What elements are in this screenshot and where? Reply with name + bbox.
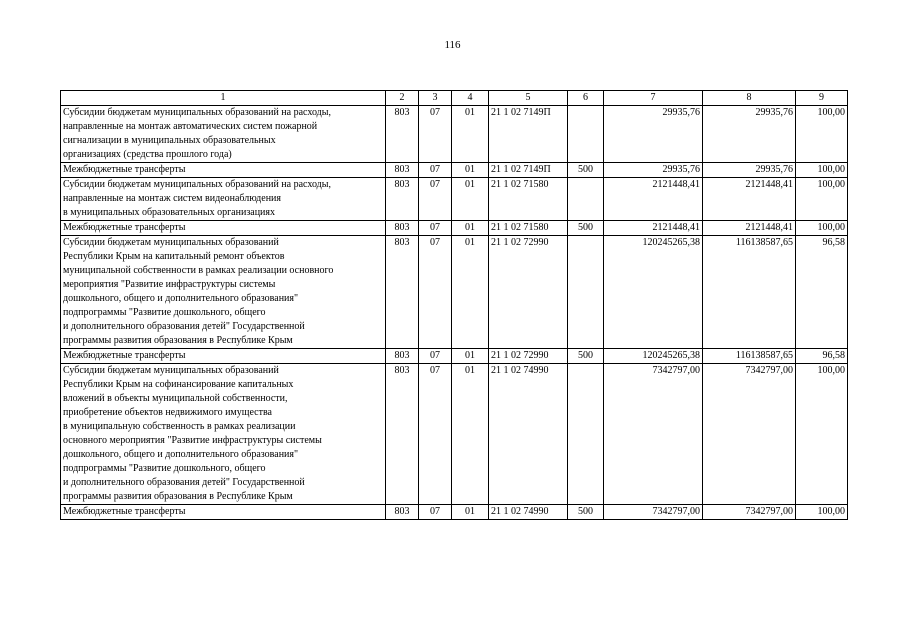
name-line: подпрограммы "Развитие дошкольного, общего [63,463,266,474]
name-line: муниципальной собственности в рамках реализации основного [63,265,334,276]
name-line: Субсидии бюджетам муниципальных образований [63,365,279,376]
name-line: Республики Крым на софинансирование капитальных [63,379,294,390]
execution-percent-cell: 100,00 [796,505,848,520]
ministry-code-cell: 803 [386,505,419,520]
name-line: подпрограммы "Развитие дошкольного, общего [63,307,266,318]
execution-percent-cell: 100,00 [796,178,848,221]
planned-amount-cell: 7342797,00 [604,505,703,520]
expense-type-cell: 500 [568,163,604,178]
executed-amount-cell: 2121448,41 [703,178,796,221]
executed-amount-cell: 29935,76 [703,106,796,163]
name-line: организациях (средства прошлого года) [63,149,232,160]
row-name-cell [61,221,386,236]
header-cell-2: 2 [386,91,419,106]
ministry-code-cell: 803 [386,236,419,349]
name-line: Межбюджетные трансферты [63,222,186,233]
planned-amount-cell: 29935,76 [604,106,703,163]
subsection-cell: 01 [452,364,489,505]
expense-type-cell [568,106,604,163]
header-row [61,91,848,106]
name-line: и дополнительного образования детей" Государственной [63,321,305,332]
subsection-cell: 01 [452,178,489,221]
target-article-cell: 21 1 02 7149П [489,106,568,163]
subsection-cell: 01 [452,505,489,520]
executed-amount-cell: 2121448,41 [703,221,796,236]
target-article-cell: 21 1 02 74990 [489,364,568,505]
row-name-cell [61,505,386,520]
expense-type-cell [568,236,604,349]
name-line: дошкольного, общего и дополнительного образования" [63,449,299,460]
subsection-cell: 01 [452,106,489,163]
name-line: в муниципальную собственность в рамках реализации [63,421,296,432]
ministry-code-cell: 803 [386,349,419,364]
executed-amount-cell: 7342797,00 [703,364,796,505]
executed-amount-cell: 116138587,65 [703,349,796,364]
planned-amount-cell: 120245265,38 [604,236,703,349]
header-cell-3: 3 [419,91,452,106]
table-row [61,505,848,520]
row-name-cell [61,236,386,349]
name-line: Субсидии бюджетам муниципальных образований [63,237,279,248]
header-cell-9: 9 [796,91,848,106]
expense-type-cell: 500 [568,221,604,236]
expense-type-cell: 500 [568,505,604,520]
executed-amount-cell: 29935,76 [703,163,796,178]
name-line: сигнализации в муниципальных образовательных [63,135,276,146]
name-line: в муниципальных образовательных организациях [63,207,276,218]
target-article-cell: 21 1 02 71580 [489,221,568,236]
section-cell: 07 [419,221,452,236]
executed-amount-cell: 7342797,00 [703,505,796,520]
section-cell: 07 [419,236,452,349]
name-line: Субсидии бюджетам муниципальных образований на расходы, [63,107,331,118]
table-row [61,349,848,364]
target-article-cell: 21 1 02 7149П [489,163,568,178]
name-line: направленные на монтаж автоматических систем пожарной [63,121,318,132]
section-cell: 07 [419,349,452,364]
expense-type-cell [568,178,604,221]
subsection-cell: 01 [452,221,489,236]
execution-percent-cell: 96,58 [796,349,848,364]
expense-type-cell: 500 [568,349,604,364]
name-line: Субсидии бюджетам муниципальных образований на расходы, [63,179,331,190]
name-line: Межбюджетные трансферты [63,506,186,517]
subsection-cell: 01 [452,163,489,178]
name-line: и дополнительного образования детей" Государственной [63,477,305,488]
name-line: мероприятия "Развитие инфраструктуры системы [63,279,276,290]
header-cell-7: 7 [604,91,703,106]
target-article-cell: 21 1 02 72990 [489,349,568,364]
planned-amount-cell: 7342797,00 [604,364,703,505]
execution-percent-cell: 96,58 [796,236,848,349]
section-cell: 07 [419,505,452,520]
name-line: программы развития образования в Республике Крым [63,335,293,346]
page-number: 116 [444,39,461,51]
name-line: Межбюджетные трансферты [63,350,186,361]
execution-percent-cell: 100,00 [796,106,848,163]
target-article-cell: 21 1 02 71580 [489,178,568,221]
ministry-code-cell: 803 [386,106,419,163]
row-name-cell [61,163,386,178]
budget-table [60,90,848,520]
section-cell: 07 [419,178,452,221]
ministry-code-cell: 803 [386,221,419,236]
name-line: дошкольного, общего и дополнительного образования" [63,293,299,304]
header-cell-1: 1 [61,91,386,106]
planned-amount-cell: 120245265,38 [604,349,703,364]
table-row [61,178,848,221]
table-row [61,106,848,163]
header-cell-5: 5 [489,91,568,106]
header-cell-4: 4 [452,91,489,106]
execution-percent-cell: 100,00 [796,364,848,505]
header-cell-8: 8 [703,91,796,106]
execution-percent-cell: 100,00 [796,221,848,236]
name-line: Республики Крым на капитальный ремонт объектов [63,251,285,262]
table-row [61,163,848,178]
row-name-cell [61,178,386,221]
name-line: вложений в объекты муниципальной собственности, [63,393,288,404]
executed-amount-cell: 116138587,65 [703,236,796,349]
table-row [61,221,848,236]
planned-amount-cell: 2121448,41 [604,221,703,236]
table-row [61,236,848,349]
name-line: программы развития образования в Республике Крым [63,491,293,502]
ministry-code-cell: 803 [386,364,419,505]
name-line: Межбюджетные трансферты [63,164,186,175]
name-line: основного мероприятия "Развитие инфраструктуры системы [63,435,322,446]
section-cell: 07 [419,364,452,505]
expense-type-cell [568,364,604,505]
section-cell: 07 [419,106,452,163]
ministry-code-cell: 803 [386,178,419,221]
planned-amount-cell: 2121448,41 [604,178,703,221]
name-line: приобретение объектов недвижимого имущества [63,407,272,418]
row-name-cell [61,106,386,163]
target-article-cell: 21 1 02 74990 [489,505,568,520]
table-row [61,364,848,505]
header-cell-6: 6 [568,91,604,106]
ministry-code-cell: 803 [386,163,419,178]
row-name-cell [61,349,386,364]
execution-percent-cell: 100,00 [796,163,848,178]
target-article-cell: 21 1 02 72990 [489,236,568,349]
subsection-cell: 01 [452,349,489,364]
row-name-cell [61,364,386,505]
section-cell: 07 [419,163,452,178]
name-line: направленные на монтаж систем видеонаблюдения [63,193,282,204]
subsection-cell: 01 [452,236,489,349]
planned-amount-cell: 29935,76 [604,163,703,178]
